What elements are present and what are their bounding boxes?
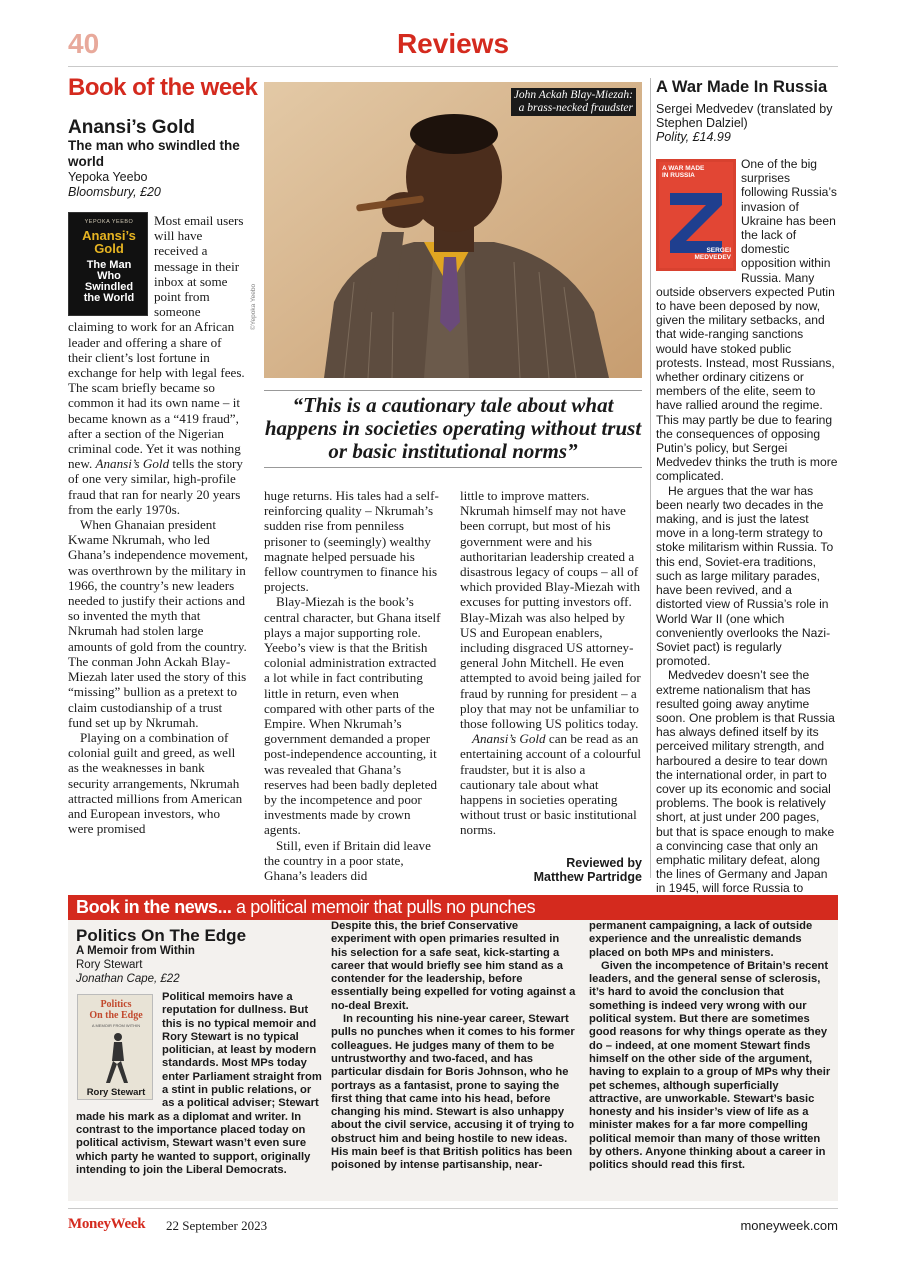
review-column-4 [656,157,838,910]
photo-credit: ©Yepoka Yeebo [250,283,257,330]
paragraph: permanent campaigning, a lack of outside experience and the unrealistic demands placed on both MPs and ministers. [589,920,813,959]
cover-title: A WAR MADE IN RUSSIA [662,165,705,179]
paragraph: huge returns. His tales had a self-reinforcing quality – Nkrumah’s sudden rise from penniless prisoner to (seemingly) wealthy magnate helped persuade his fellow countrymen to finance his projects. [264,488,439,595]
section-title: Reviews [396,28,510,59]
book-title: Politics On The Edge [76,926,247,945]
book-title: Anansi’s Gold [68,117,196,138]
cover-title-line: Anansi’s [82,228,136,243]
book-publisher: Polity, £14.99 [656,130,731,144]
news-column-2 [331,920,576,1173]
paragraph: Still, even if Britain did leave the country in a poor state, Ghana’s leaders did [264,837,431,884]
cover-subtitle-line: The Man [86,259,132,271]
paragraph: When Ghanaian president Kwame Nkrumah, who led Ghana’s independence movement, was overthrown by the military in 1966, the country’s new leaders needed to justify their actions and so invented the myth that Nkrumah had stolen large amounts of gold from the country. The conman John Ackah Blay-Miezah later used the story of this “missing” bullion as a pretext to claim custodianship of a trust fund set up by Nkrumah. [68,517,248,730]
paragraph: One of the big surprises following Russia’s invasion of Ukraine has been the lack of domestic opposition within Russia. Many outside observers expected Putin to have been deposed by now, given the military setbacks, and that wide-ranging sanctions would have stoked public protests. Instead, most Russians, whether ordinary citizens or members of the elite, seem to have rallied around the regime. This may partly be due to fearing the consequences of opposing Putin’s policy, but Sergei Medvedev thinks the truth is more complicated. [656,157,838,484]
cover-title-line: Gold [94,241,124,256]
book-publisher: Bloomsbury, £20 [68,185,161,199]
cover-author: YEPOKA YEEBO [84,219,134,225]
cover-title: Politics On the Edge [89,999,143,1021]
paragraph: Playing on a combination of colonial guilt and greed, as well as the weaknesses in bank security arrangements, Nkrumah attracted millions from American and European investors, who were promised [68,729,243,837]
cover-author: Rory Stewart [86,1087,146,1098]
pull-quote: “This is a cautionary tale about what happens in societies operating without trust or basic institutional norms” [264,393,642,463]
pull-quote-rule-top [264,390,642,391]
cover-subtitle-line: the World [83,292,135,304]
book-publisher: Jonathan Cape, £22 [76,973,180,985]
cover-tagline: A MEMOIR FROM WITHIN [91,1023,141,1028]
reviewer-credit: Reviewed by Matthew Partridge [533,856,642,884]
paragraph: little to improve matters. Nkrumah himself may not have been corrupt, but most of his government were and his authoritarian leadership created a disastrous legacy of coups – all of which provided Blay-Miezah with excuses for putting investors off. Blay-Mizah was also helped by US and European enablers, including disgraced US attorney-general John Mitchell. He even attempted to avoid being jailed for fraud by running for president – a ploy that may not be unfamiliar to those following US politics today. [460,488,641,732]
portrait-illustration [264,82,642,378]
book-in-news-label: Book in the news... a political memoir that pulls no punches [76,897,536,917]
book-author: Sergei Medvedev (translated by Stephen Dalziel) [656,102,833,130]
paragraph: Political memoirs have a reputation for dullness. But this is no typical memoir and Rory Stewart is no typical politician, at least by modern standards. Most MPs today enter Parliament straight from a stint in public relations, or as a political adviser; Stewart made his mark as a diplomat and writer. In contrast to the importance placed today on political activism, Stewart wasn’t even sure which party he wanted to support, originally intending to join the Liberal Democrats. [76,991,322,1176]
news-column-1 [76,991,323,1177]
paragraph: In recounting his nine-year career, Stewart pulls no punches when it comes to his former colleagues. He judges many of them to be untrustworthy and two-faced, and has particular disdain for Boris Johnson, who he portrays as a fantasist, prone to saying the first thing that came into his head, before changing his mind. Stewart is also unhappy about the civil service, accusing it of trying to obstruct him and being hostile to new ideas. His main beef is that British politics has been poisoned by intense partisanship, near- [331,1013,575,1172]
cover-author: SERGEI MEDVEDEV [694,247,731,261]
page-number: 40 [68,28,100,59]
column-divider [650,78,651,878]
header-rule [68,66,838,67]
review-column-2 [264,488,444,883]
cover-subtitle-line: Swindled [84,281,134,293]
book-of-week-heading: Book of the week [68,74,258,101]
book-title: A War Made In Russia [656,78,828,96]
paragraph: Given the incompetence of Britain’s recent leaders, and the general sense of sclerosis, it’s hard to avoid the conclusion that something is indeed very wrong with our political system. But there are sometimes good reasons for why things operate as they do – indeed, at one moment Stewart finds himself on the other side of the argument, having to explain to a group of MPs why their pet schemes, although superficially attractive, are unworkable. Stewart’s basic honesty and his insider’s view of life as a minister makes for a far more compelling political memoir than many of those written by others. Anyone thinking about a career in politics should read this first. [589,959,831,1172]
book-author: Rory Stewart [76,959,143,971]
cover-subtitle-line: Who [97,270,121,282]
paragraph: He argues that the war has been nearly two decades in the making, and is just the latest move in a long-term strategy to stoke militarism within Russia. To this end, Soviet-era traditions, such as large military parades, have been revived, and a distorted view of Russia’s role in World War II (one which conveniently overlooks the Nazi-Soviet pact) is regularly promoted. [656,483,834,669]
book-author: Yepoka Yeebo [68,170,148,184]
paragraph: Medvedev doesn’t see the extreme nationalism that has resulted going away anytime soon. One problem is that Russia has always defined itself by its perceived military strength, and harboured a desire to tear down the international order, in part to cover up its economic and social problems. The book is relatively short, at just under 200 pages, but that is space enough to make a convincing case that only an emphatic military defeat, along the lines of Germany and Japan in 1945, will force Russia to [656,668,835,896]
issue-date: 22 September 2023 [166,1218,268,1233]
news-column-3 [589,920,834,1173]
review-column-1 [68,213,248,836]
pull-quote-rule-bottom [264,467,642,468]
book-subtitle: The man who swindled the world [68,138,240,169]
paragraph: Most email users will have received a message in their inbox at some point from someone claiming to work for an African leader and offering a share of their client’s lost fortune in exchange for help with legal fees. The scam briefly became so common it had its own name – it became known as a “419 fraud”, after a section of the Nigerian criminal code. Yet it was nothing new. Anansi’s Gold tells the story of one very similar, high-profile fraud that ran for nearly 20 years from the early 1970s. [68,213,245,517]
moneyweek-logo: MoneyWeek [68,1216,146,1232]
paragraph: Blay-Miezah is the book’s central character, but Ghana itself plays a major supporting role. Yeebo’s view is that the British colonial administration extracted a lot while in fact contributing little in return, even when compared with other parts of the Empire. When Nkrumah’s government demanded a proper post-independence accounting, it was revealed that Ghana’s reserves had been badly depleted by the incompetence and poor investments made by crown agents. [264,594,441,838]
paragraph: Despite this, the brief Conservative experiment with open primaries resulted in his selection for a safe seat, kick-starting a career that would briefly see him stand as a contender for the leadership, before essentially being expelled for voting against a no-deal Brexit. [331,920,576,1012]
book-subtitle: A Memoir from Within [76,945,195,957]
author-subject-photo [264,82,642,378]
photo-caption: John Ackah Blay-Miezah: a brass-necked fraudster [511,88,636,116]
website-url: moneyweek.com [740,1218,838,1233]
footer-rule [68,1208,838,1209]
review-column-3 [460,488,642,838]
paragraph: Anansi’s Gold can be read as an entertaining account of a colourful fraudster, but it is also a cautionary tale about what happens in societies operating without trust or basic institutional norms. [460,731,642,838]
